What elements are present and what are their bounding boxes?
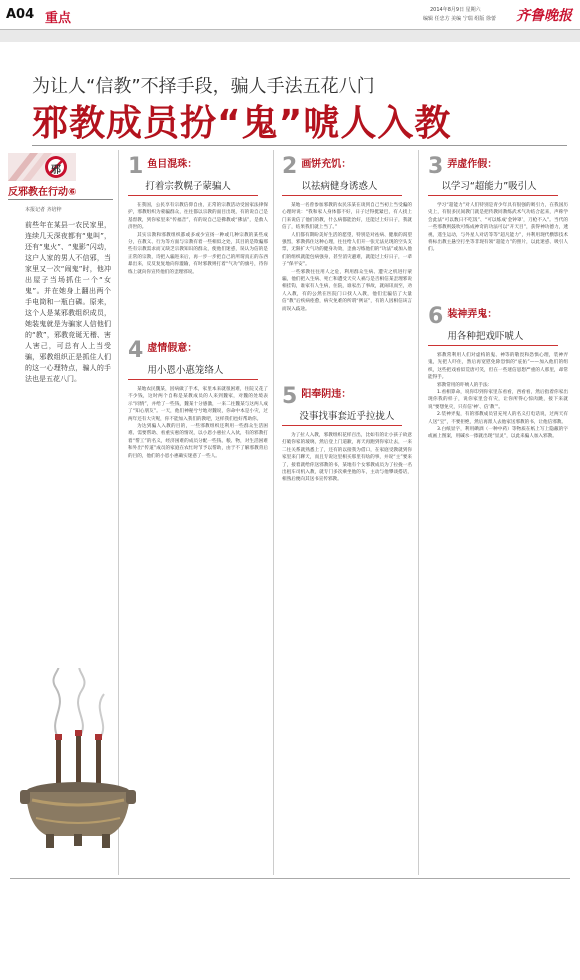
paragraph: 1.看相算命，说你印到你家里东看看，西看看，然后指着你家出现你我的样子，说你家里会有灾，让你所得心惊肉跳，接下来就说“要想免灾，只有信‘神’、信‘教’”。 — [428, 390, 568, 410]
section-label: 重点 — [45, 11, 72, 26]
section-4 — [128, 338, 268, 460]
section-rule — [282, 425, 402, 426]
section-tag: 弄虚作假： — [447, 159, 498, 170]
section-6 — [428, 304, 568, 441]
section-tag: 阳奉阴违： — [301, 389, 352, 400]
section-subtitle: 没事找事套近乎拉拢人 — [299, 411, 395, 422]
section-subtitle: 打着宗教幌子蒙骗人 — [145, 181, 231, 192]
section-rule — [282, 195, 402, 196]
paragraph: 在我国，公民享有宗教信仰自由，正常的宗教活动受国家法律保护，邪教组织为蒙骗群众，往往都以宗教的面目出现，有的说自己是基督教，到你家里来“传福音”，有的说自己是佛教或“佛法”，是救人济世的。 — [128, 203, 268, 231]
section-number: 3 — [428, 154, 444, 179]
section-1 — [128, 154, 268, 276]
headline-title: 邪教成员扮“鬼”唬人入教 — [32, 103, 452, 144]
paragraph: 其实宗教和邪教组织都或多或少宣扬一种或几种宗教的某些成分，在教义、行为等方面与宗教有着一些相似之处，其目的是欺骗那些有宗教需求而又缺乏宗教知识的群众，使他们迷惑，误认为信的是正常的宗教，诗把入骗进来后，再一步一步把自己的所谓真正的东西暴出来，反反复复地向你灌输，有时邪教则打着“气功”的旗号，待你练上就向你宣传他们的歪理邪说。 — [128, 232, 268, 275]
section-tag: 鱼目混珠： — [147, 159, 198, 170]
section-subtitle: 用小恩小惠笼络人 — [147, 365, 224, 376]
paragraph: 某地农民魏某，因病做了手术，家里本来就很困难，住院又花了不少钱，这时两个自称是某教成员的人来到魏家，对魏的处境表示“同情”，并给了一些钱，魏某十分感激，一来二往魏某与这两人成了“知心朋友”。一天，他们神秘兮兮地对魏说，你命中本是小灾，过两年还有大灾呢，你不能加入我们的教吧，这样我们也好帮助你。 — [128, 387, 268, 422]
headline-divider — [32, 145, 567, 146]
section-subtitle: 以祛病健身诱惑人 — [301, 181, 378, 192]
section-2 — [282, 154, 412, 313]
paragraph: 一些邪教往往用人之危，利用群众生病、遭灾之机进行蒙骗，他们把入生病、死亡和遭受天灾人祸与是否相信某歪理邪说相挂钩，谁家有人生病，住院，谁家出了事故，就闹讯而至，劝人入教，有的公然在医院门口找人入教，他们宏骗信了大量信“教”后疾病痊愈，病灾免难的所谓“例证”，有的人因相信该言而误入歧途。 — [282, 269, 412, 312]
paragraph: 邪教常用的吓唬人的手法： — [437, 382, 493, 388]
section-tag: 画饼充饥： — [301, 159, 352, 170]
column-name: 反邪教在行动⑥ — [8, 187, 77, 198]
section-5 — [282, 384, 412, 484]
section-number: 5 — [282, 384, 298, 409]
column-divider-3 — [418, 150, 419, 875]
section-rule — [428, 195, 558, 196]
section-rule — [128, 195, 258, 196]
sidebar-rule — [8, 199, 113, 200]
column-logo — [8, 153, 76, 181]
page-number: A04 — [6, 7, 35, 22]
section-3 — [428, 154, 568, 254]
paragraph: 为达到骗人入教的目的，一些邪教组织还利用一些群众生活困难、需要帮助、看重实惠的情况，以小恩小惠拉人入伙，有的邪教打着“帮工”的名义，经济困难的成员分配一些钱、粮、物，对生活困难和外出“传道”成员的家庭在农忙时节予以帮助，由于不了解邪教背后的目的，他们的小恩小惠确实迷惑了一些人。 — [128, 424, 268, 459]
footer-rule — [10, 878, 570, 879]
paragraph: 3.白纸显字，利用碘酒（一种中药）等物质在纸上写上隐蔽的字或画上图案，用碱水一擦就出现“显灵”，以此来骗人加入邪教。 — [428, 427, 568, 440]
editor-credits: 编辑 任忠方 美编 宁瑞 组版 徐蕾 — [423, 16, 496, 22]
paragraph: 为了拉人入教，邪教组织花样百出，比如有的让小孩子故意打破你家的玻璃，然后登上门道歉，再天再跑到你家让去，一来二往关系就熟悉上了，还有的以接我为借口，在家庭受教就到你家里来门聊天，而且专说这里相买那里有啥的事，并说“主”要来了，接着就给你送邪教的书，某地有个女邪教成员为了拉拢一名出租车司机入教，就专门多次乘坐他的车，主动与他攀谈搭话，相熟后便向其送书宣传邪教。 — [282, 433, 412, 483]
section-subtitle: 用各种把戏吓唬人 — [447, 331, 524, 342]
reporter-byline: 本报记者 齐培梓 — [25, 207, 62, 213]
newspaper-logo: 齐鲁晚报 — [516, 8, 572, 24]
section-number: 2 — [282, 154, 298, 179]
section-tag: 虚情假意： — [147, 343, 198, 354]
header-band — [0, 30, 580, 42]
incense-burner-illustration — [18, 668, 138, 850]
publish-date: 2014年8月9日 星期六 — [430, 7, 481, 13]
paragraph: 某地一名曾参加邪教的农民乐某在谈到自己当初上当受骗的心理时说：“我和家人身体都不好，日子过得挺紧巴，有人找上门来说信了他们的教，什么病都能治好，还能过上好日子，我就信了，结果我们就上当了。” — [282, 203, 412, 231]
section-tag: 装神弄鬼： — [447, 309, 498, 320]
paragraph: 人们都有期盼美好生活的愿望，特别是对祛病、健康的渴望强烈，邪教抓住这种心理，往往给人们开一张无法兑现的空头支票，无限扩大气功的健身功效，歪曲习练他们的“功法”或加入他们的组织就能包病强身，甚至消灾避难，就能过上好日子，一辈子“保平安”。 — [282, 232, 412, 268]
intro-paragraph: 前些年在某县一农民家里，连续几天深夜都有“鬼叫”，还有“鬼火”、“鬼影”闪动，这户人家的男人不信邪，当家里又一次“闹鬼”时，他冲出屋子当场抓住一个“女鬼”。并在她身上翻出两个手电筒和一瓶白磷。原来，这个人是某邪教组织成员，她装鬼就是为骗家人信他们的“教”，邪教竞诞无稽、害人害己，可总有人上当受骗，邪教组织正是抓住人们的这一心理特点，骗人的手法也是五花八门。 — [25, 221, 111, 383]
paragraph: 2.装神弄鬼，有的邪教成员冒充死人的名义打电话说，过两天有人送“宝”，不要拒绝，然后再派人去他家送邪教的书，让他信邪教。 — [428, 412, 568, 425]
paragraph: 学习“超能力”对人们特别是青少年具有很强的吸引力，在我国历史上，有很多民间教门就是把传教同教练武术气功结合起来，声称学会此法“可以数日不吃饭”、“可以练成‘金钟罩’，刀枪不入”。当代的一些邪教则鼓吹可练成神奇的功法可以“开天目”，获得神功德力，透视，遥生运动，与外星人对话等等“超凡能力”，并利用现代横影技术将标出教主悬空打坐等非现有领“超能力”的照片，以此迷惑、吸引人们。 — [428, 203, 568, 253]
section-rule — [428, 345, 558, 346]
column-divider-2 — [273, 150, 274, 875]
section-subtitle: 以学习“超能力”吸引人 — [441, 181, 537, 192]
section-number: 4 — [128, 338, 144, 363]
section-number: 1 — [128, 154, 144, 179]
paragraph: 邪教常利用人们对虚构的鬼、神等的敬畏和恐惧心理，装神弄鬼，先把人吓住，然后再宽慰免除恐惧的“庇佑”——加入他们的组织，这些把戏看似荒唐可笑，但在一些迷信思想严重的人那里，却常能得手。 — [428, 353, 568, 381]
section-rule — [128, 379, 258, 380]
logo-character: 邪 — [51, 165, 61, 176]
headline-subtitle: 为让人“信教”不择手段，骗人手法五花八门 — [32, 76, 375, 97]
section-number: 6 — [428, 304, 444, 329]
